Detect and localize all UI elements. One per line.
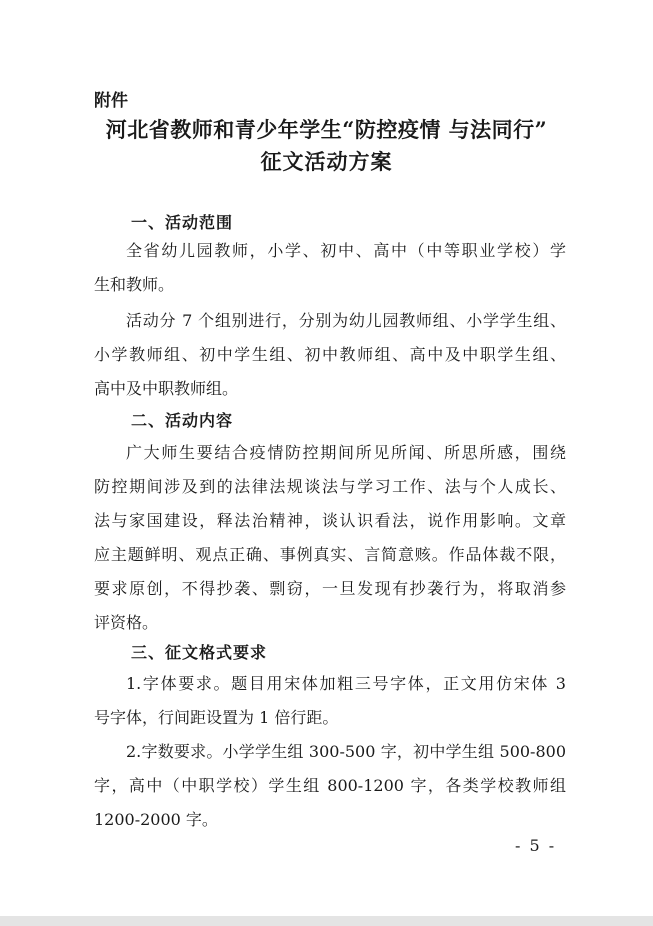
text-line: 生和教师。 <box>94 275 175 294</box>
text-line: 小学教师组、初中学生组、初中教师组、高中及中职学生组、 <box>94 345 566 364</box>
text-line: 要求原创，不得抄袭、剽窃，一旦发现有抄袭行为，将取消参 <box>94 579 566 598</box>
section3-heading: 三、征文格式要求 <box>131 643 268 662</box>
section1-heading: 一、活动范围 <box>131 213 234 232</box>
section3-paragraph1 <box>94 667 566 735</box>
page-number: - 5 - <box>515 836 557 855</box>
attachment-label: 附件 <box>94 91 128 111</box>
section3-paragraph2 <box>94 735 566 837</box>
text-line: 活动分 7 个组别进行，分别为幼儿园教师组、小学学生组、 <box>126 311 566 330</box>
document-title-line1: 河北省教师和青少年学生“防控疫情 与法同行” <box>105 117 548 142</box>
text-line: 应主题鲜明、观点正确、事例真实、言简意赅。作品体裁不限， <box>94 545 566 564</box>
text-line: 防控期间涉及到的法律法规谈法与学习工作、法与个人成长、 <box>94 477 566 496</box>
text-line: 全省幼儿园教师，小学、初中、高中（中等职业学校）学 <box>126 241 566 260</box>
text-line: 1200-2000 字。 <box>94 810 218 829</box>
text-line: 号字体，行间距设置为 1 倍行距。 <box>94 708 339 727</box>
text-line: 评资格。 <box>94 613 159 632</box>
section2-heading: 二、活动内容 <box>131 411 234 430</box>
section2-paragraph1 <box>94 436 566 640</box>
text-line: 1.字体要求。题目用宋体加粗三号字体，正文用仿宋体 3 <box>126 674 566 693</box>
text-line: 高中及中职教师组。 <box>94 379 239 398</box>
section1-paragraph1 <box>94 234 566 302</box>
bottom-scroll-strip <box>0 916 653 926</box>
text-line: 2.字数要求。小学学生组 300-500 字，初中学生组 500-800 <box>126 742 566 761</box>
section1-paragraph2 <box>94 304 566 406</box>
text-line: 字，高中（中职学校）学生组 800-1200 字，各类学校教师组 <box>94 776 566 795</box>
text-line: 广大师生要结合疫情防控期间所见所闻、所思所感，围绕 <box>126 443 566 462</box>
document-title-line2: 征文活动方案 <box>260 149 393 174</box>
text-line: 法与家国建设，释法治精神，谈认识看法，说作用影响。文章 <box>94 511 566 530</box>
